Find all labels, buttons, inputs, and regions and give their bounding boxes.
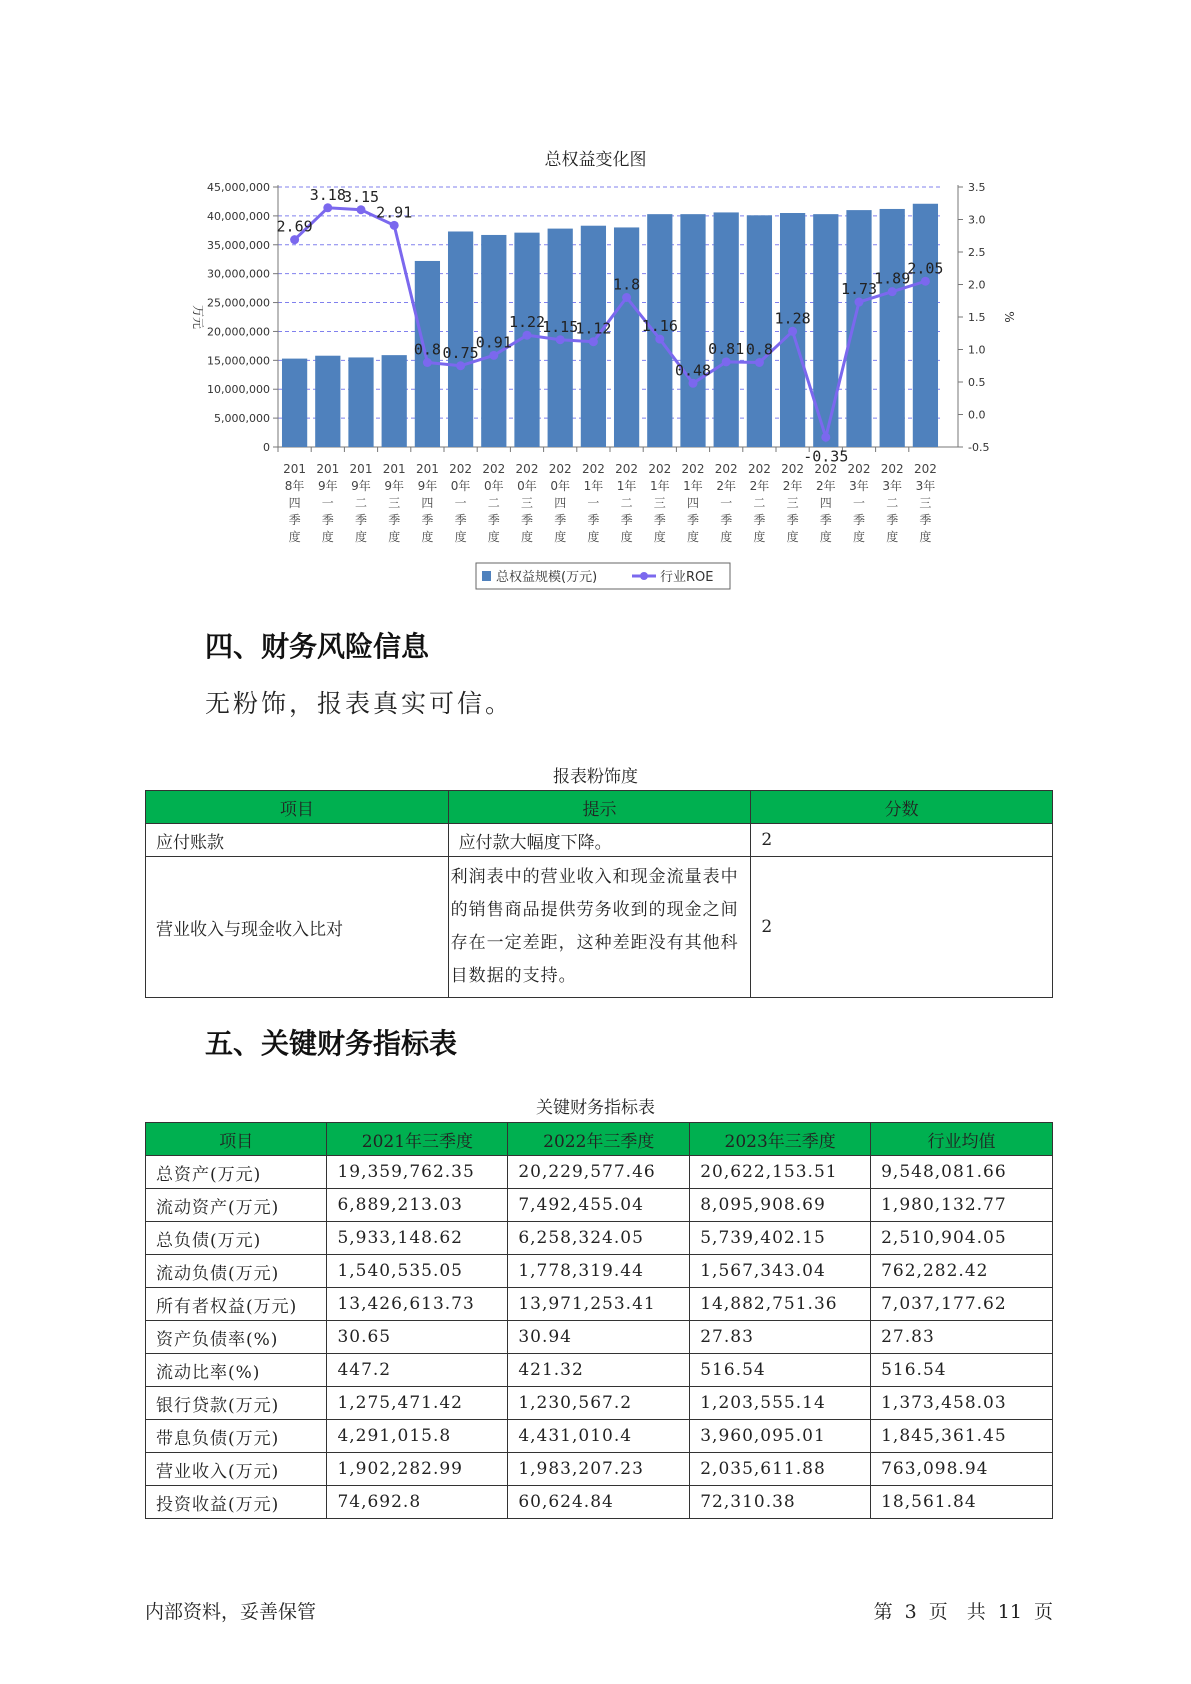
bar-equity xyxy=(614,227,639,447)
industry-avg-cell: 2,510,904.05 xyxy=(871,1222,1053,1255)
industry-avg-cell: 1,845,361.45 xyxy=(871,1420,1053,1453)
x-tick-label: 201 xyxy=(382,462,406,476)
metric-name-cell: 流动资产(万元) xyxy=(146,1189,327,1222)
x-tick-label: 202 xyxy=(548,462,572,476)
roe-data-label: 0.75 xyxy=(442,343,479,362)
risk-score-cell: 2 xyxy=(751,857,1053,998)
x-tick-label: 一 xyxy=(587,496,600,510)
footer-confidential: 内部资料，妥善保管 xyxy=(145,1601,317,1623)
x-tick-label: 三 xyxy=(388,496,401,510)
roe-point xyxy=(523,331,532,340)
value-2021-cell: 1,540,535.05 xyxy=(327,1255,508,1288)
roe-data-label: 2.05 xyxy=(907,259,944,278)
x-tick-label: 度 xyxy=(919,530,932,544)
industry-avg-cell: 9,548,081.66 xyxy=(871,1156,1053,1189)
bar-equity xyxy=(846,210,871,447)
industry-avg-cell: 1,373,458.03 xyxy=(871,1387,1053,1420)
x-tick-label: 度 xyxy=(819,530,832,544)
legend-swatch-bar xyxy=(482,571,491,581)
x-tick-label: 202 xyxy=(515,462,539,476)
y-right-tick-label: 1.0 xyxy=(968,343,986,357)
x-tick-label: 季 xyxy=(720,513,733,527)
roe-data-label: 2.69 xyxy=(276,217,313,236)
industry-avg-cell: 27.83 xyxy=(871,1321,1053,1354)
bar-equity xyxy=(880,209,905,447)
industry-avg-cell: 7,037,177.62 xyxy=(871,1288,1053,1321)
table-row xyxy=(146,1354,1053,1387)
value-2022-cell: 60,624.84 xyxy=(508,1486,690,1519)
value-2022-cell: 30.94 xyxy=(508,1321,690,1354)
roe-data-label: 1.16 xyxy=(641,317,678,336)
risk-table-caption: 报表粉饰度 xyxy=(553,767,638,787)
x-tick-label: 四 xyxy=(421,496,434,510)
roe-data-label: 2.91 xyxy=(376,203,413,222)
roe-data-label: 3.15 xyxy=(342,187,380,206)
x-tick-label: 度 xyxy=(753,530,766,544)
risk-header-item: 项目 xyxy=(146,791,449,824)
key-metrics-table xyxy=(145,1122,1053,1519)
x-tick-label: 0年 xyxy=(450,479,471,493)
x-tick-label: 季 xyxy=(886,513,899,527)
bar-equity xyxy=(282,359,307,447)
x-tick-label: 0年 xyxy=(483,479,504,493)
x-tick-label: 202 xyxy=(714,462,738,476)
table-row xyxy=(146,1255,1053,1288)
x-tick-label: 1年 xyxy=(583,479,604,493)
roe-data-label: 1.12 xyxy=(575,319,612,338)
risk-hint-cell: 应付款大幅度下降。 xyxy=(448,824,751,857)
value-2022-cell: 1,983,207.23 xyxy=(508,1453,690,1486)
chart-title: 总权益变化图 xyxy=(544,150,647,170)
table-row xyxy=(146,1321,1053,1354)
roe-point xyxy=(489,351,498,360)
x-tick-label: 1年 xyxy=(683,479,703,493)
value-2023-cell: 8,095,908.69 xyxy=(690,1189,871,1222)
risk-table-row xyxy=(146,857,1053,998)
value-2023-cell: 3,960,095.01 xyxy=(690,1420,871,1453)
x-tick-label: 季 xyxy=(753,513,766,527)
roe-data-label: 0.91 xyxy=(475,333,512,352)
x-tick-label: 202 xyxy=(482,462,506,476)
roe-point xyxy=(821,433,830,442)
legend-label-equity: 总权益规模(万元) xyxy=(496,570,598,585)
key-table-caption: 关键财务指标表 xyxy=(536,1098,655,1118)
value-2021-cell: 447.2 xyxy=(327,1354,508,1387)
roe-point xyxy=(722,357,731,366)
x-tick-label: 三 xyxy=(520,496,534,510)
x-tick-label: 季 xyxy=(454,513,467,527)
roe-data-label: 1.28 xyxy=(774,309,811,328)
footer-page-number: 第 3 页 共 11 页 xyxy=(873,1601,1053,1623)
roe-point xyxy=(921,277,930,286)
roe-point xyxy=(655,335,664,344)
roe-data-label: 0.8 xyxy=(413,340,441,359)
roe-data-label: 1.73 xyxy=(840,280,878,299)
legend-swatch-point xyxy=(640,572,648,580)
x-tick-label: 2年 xyxy=(716,479,737,493)
y-left-tick-label: 15,000,000 xyxy=(207,354,270,368)
x-tick-label: 8年 xyxy=(284,479,305,493)
risk-header-score: 分数 xyxy=(751,791,1053,824)
section-heading-key-metrics: 五、关键财务指标表 xyxy=(205,1027,458,1060)
x-tick-label: 度 xyxy=(487,530,500,544)
y-left-tick-label: 10,000,000 xyxy=(207,383,270,397)
metric-name-cell: 总资产(万元) xyxy=(146,1156,327,1189)
x-tick-label: 季 xyxy=(520,513,534,527)
y-right-tick-label: 2.0 xyxy=(968,278,986,292)
x-tick-label: 季 xyxy=(354,513,368,527)
x-tick-label: 度 xyxy=(620,530,633,544)
x-tick-label: 三 xyxy=(786,496,799,510)
roe-point xyxy=(622,293,631,302)
x-tick-label: 202 xyxy=(449,462,473,476)
value-2021-cell: 30.65 xyxy=(327,1321,508,1354)
risk-table xyxy=(145,790,1053,998)
metric-name-cell: 带息负债(万元) xyxy=(146,1420,327,1453)
x-tick-label: 季 xyxy=(653,513,666,527)
section-heading-risk: 四、财务风险信息 xyxy=(205,630,430,663)
y-left-tick-label: 35,000,000 xyxy=(207,238,270,252)
roe-data-label: -0.35 xyxy=(803,447,849,466)
x-tick-label: 度 xyxy=(454,530,467,544)
x-tick-label: 二 xyxy=(487,496,500,510)
value-2022-cell: 421.32 xyxy=(508,1354,690,1387)
x-tick-label: 季 xyxy=(852,513,866,527)
x-tick-label: 3年 xyxy=(882,479,903,493)
y-right-tick-label: 1.5 xyxy=(968,311,986,324)
roe-data-label: 0.48 xyxy=(674,361,712,380)
x-tick-label: 202 xyxy=(681,462,705,476)
x-tick-label: 度 xyxy=(886,530,899,544)
roe-data-label: 0.81 xyxy=(708,339,745,358)
x-tick-label: 二 xyxy=(354,496,368,510)
roe-point xyxy=(755,358,764,367)
value-2022-cell: 13,971,253.41 xyxy=(508,1288,690,1321)
risk-table-header-row xyxy=(146,791,1053,824)
x-tick-label: 度 xyxy=(520,530,534,544)
x-tick-label: 3年 xyxy=(849,479,869,493)
x-tick-label: 季 xyxy=(288,513,301,527)
x-tick-label: 度 xyxy=(554,530,567,544)
value-2023-cell: 14,882,751.36 xyxy=(690,1288,871,1321)
value-2023-cell: 5,739,402.15 xyxy=(690,1222,871,1255)
x-tick-label: 三 xyxy=(919,496,932,510)
x-tick-label: 202 xyxy=(581,462,605,476)
roe-point xyxy=(456,361,465,370)
table-row xyxy=(146,1222,1053,1255)
bar-equity xyxy=(382,355,407,447)
value-2023-cell: 1,567,343.04 xyxy=(690,1255,871,1288)
x-tick-label: 季 xyxy=(919,513,932,527)
x-tick-label: 季 xyxy=(487,513,500,527)
x-tick-label: 度 xyxy=(587,530,600,544)
x-tick-label: 一 xyxy=(852,496,866,510)
x-tick-label: 9年 xyxy=(351,479,371,493)
metric-name-cell: 银行贷款(万元) xyxy=(146,1387,327,1420)
x-tick-label: 季 xyxy=(321,513,334,527)
metric-name-cell: 总负债(万元) xyxy=(146,1222,327,1255)
table-row xyxy=(146,1420,1053,1453)
value-2023-cell: 1,203,555.14 xyxy=(690,1387,871,1420)
industry-avg-cell: 18,561.84 xyxy=(871,1486,1053,1519)
x-tick-label: 四 xyxy=(819,496,832,510)
x-tick-label: 1年 xyxy=(649,479,670,493)
y-right-tick-label: 3.5 xyxy=(968,181,986,194)
risk-table-row xyxy=(146,824,1053,857)
x-tick-label: 9年 xyxy=(384,479,405,493)
plot-area xyxy=(278,185,942,447)
value-2021-cell: 5,933,148.62 xyxy=(327,1222,508,1255)
risk-header-hint: 提示 xyxy=(448,791,751,824)
roe-point xyxy=(323,203,332,212)
x-tick-label: 四 xyxy=(288,496,301,510)
y-left-tick-label: 20,000,000 xyxy=(207,325,270,339)
value-2023-cell: 516.54 xyxy=(690,1354,871,1387)
value-2022-cell: 1,778,319.44 xyxy=(508,1255,690,1288)
roe-data-label: 1.22 xyxy=(508,313,546,332)
x-tick-label: 2年 xyxy=(815,479,836,493)
x-tick-label: 四 xyxy=(686,496,700,510)
roe-data-label: 1.8 xyxy=(613,275,641,294)
x-tick-label: 度 xyxy=(421,530,434,544)
risk-item-cell: 应付账款 xyxy=(146,824,449,857)
x-tick-label: 一 xyxy=(720,496,733,510)
x-tick-label: 202 xyxy=(615,462,639,476)
x-tick-label: 季 xyxy=(421,513,434,527)
value-2021-cell: 1,902,282.99 xyxy=(327,1453,508,1486)
x-tick-label: 202 xyxy=(781,462,805,476)
x-tick-label: 201 xyxy=(349,462,373,476)
x-tick-label: 201 xyxy=(415,462,439,476)
metric-name-cell: 资产负债率(%) xyxy=(146,1321,327,1354)
value-2021-cell: 4,291,015.8 xyxy=(327,1420,508,1453)
value-2023-cell: 20,622,153.51 xyxy=(690,1156,871,1189)
x-tick-label: 二 xyxy=(753,496,766,510)
x-tick-label: 度 xyxy=(388,530,401,544)
value-2022-cell: 6,258,324.05 xyxy=(508,1222,690,1255)
value-2023-cell: 72,310.38 xyxy=(690,1486,871,1519)
x-tick-label: 度 xyxy=(288,530,301,544)
metric-name-cell: 所有者权益(万元) xyxy=(146,1288,327,1321)
key-header-industry-avg: 行业均值 xyxy=(871,1123,1053,1156)
x-tick-label: 季 xyxy=(554,513,567,527)
x-tick-label: 2年 xyxy=(782,479,803,493)
x-tick-label: 202 xyxy=(814,462,838,476)
value-2022-cell: 1,230,567.2 xyxy=(508,1387,690,1420)
roe-point xyxy=(357,205,366,214)
y-left-tick-label: 25,000,000 xyxy=(207,296,270,310)
risk-item-cell: 营业收入与现金收入比对 xyxy=(146,857,449,998)
value-2022-cell: 7,492,455.04 xyxy=(508,1189,690,1222)
x-tick-label: 9年 xyxy=(317,479,338,493)
x-tick-label: 二 xyxy=(886,496,899,510)
value-2021-cell: 74,692.8 xyxy=(327,1486,508,1519)
x-tick-label: 202 xyxy=(847,462,871,476)
roe-point xyxy=(589,337,598,346)
table-row xyxy=(146,1288,1053,1321)
table-row xyxy=(146,1387,1053,1420)
value-2021-cell: 6,889,213.03 xyxy=(327,1189,508,1222)
value-2022-cell: 4,431,010.4 xyxy=(508,1420,690,1453)
y-left-tick-label: 0 xyxy=(263,441,270,454)
roe-data-label: 1.15 xyxy=(542,317,579,336)
industry-avg-cell: 1,980,132.77 xyxy=(871,1189,1053,1222)
table-row xyxy=(146,1486,1053,1519)
x-tick-label: 202 xyxy=(747,462,771,476)
risk-hint-cell: 利润表中的营业收入和现金流量表中的销售商品提供劳务收到的现金之间存在一定差距，这种差距没有其他科目数据的支持。 xyxy=(448,857,751,998)
roe-point xyxy=(888,287,897,296)
roe-point xyxy=(423,358,432,367)
metric-name-cell: 营业收入(万元) xyxy=(146,1453,327,1486)
industry-avg-cell: 763,098.94 xyxy=(871,1453,1053,1486)
x-tick-label: 三 xyxy=(653,496,666,510)
roe-point xyxy=(855,298,864,307)
value-2021-cell: 1,275,471.42 xyxy=(327,1387,508,1420)
x-tick-label: 二 xyxy=(620,496,633,510)
bar-equity xyxy=(348,357,373,447)
y-right-tick-label: -0.5 xyxy=(968,441,990,454)
bar-equity xyxy=(913,204,938,447)
x-tick-label: 一 xyxy=(454,496,467,510)
bar-equity xyxy=(448,231,473,447)
key-header-2023: 2023年三季度 xyxy=(690,1123,871,1156)
key-table-header-row xyxy=(146,1123,1053,1156)
value-2021-cell: 13,426,613.73 xyxy=(327,1288,508,1321)
x-tick-label: 季 xyxy=(587,513,600,527)
roe-data-label: 3.18 xyxy=(309,185,346,204)
y-left-tick-label: 5,000,000 xyxy=(214,412,270,426)
y-right-tick-label: 2.5 xyxy=(968,246,986,259)
bar-equity xyxy=(315,356,340,447)
x-tick-label: 9年 xyxy=(417,479,438,493)
value-2023-cell: 2,035,611.88 xyxy=(690,1453,871,1486)
metric-name-cell: 流动比率(%) xyxy=(146,1354,327,1387)
x-tick-label: 202 xyxy=(880,462,904,476)
x-tick-label: 1年 xyxy=(616,479,637,493)
x-tick-label: 度 xyxy=(786,530,799,544)
x-tick-label: 0年 xyxy=(517,479,537,493)
x-tick-label: 季 xyxy=(620,513,633,527)
x-tick-label: 度 xyxy=(686,530,700,544)
y-left-tick-label: 45,000,000 xyxy=(207,181,270,194)
table-row xyxy=(146,1156,1053,1189)
x-tick-label: 度 xyxy=(720,530,733,544)
value-2023-cell: 27.83 xyxy=(690,1321,871,1354)
y-right-tick-label: 3.0 xyxy=(968,213,986,227)
x-tick-label: 201 xyxy=(316,462,340,476)
x-tick-label: 3年 xyxy=(915,479,936,493)
x-tick-label: 2年 xyxy=(749,479,770,493)
legend-label-roe: 行业ROE xyxy=(660,570,714,585)
x-tick-label: 季 xyxy=(786,513,799,527)
y-right-tick-label: 0.5 xyxy=(968,376,986,389)
x-tick-label: 度 xyxy=(354,530,368,544)
y-left-tick-label: 30,000,000 xyxy=(207,267,270,281)
industry-avg-cell: 762,282.42 xyxy=(871,1255,1053,1288)
value-2021-cell: 19,359,762.35 xyxy=(327,1156,508,1189)
x-tick-label: 四 xyxy=(554,496,567,510)
x-tick-label: 201 xyxy=(283,462,307,476)
y-left-tick-label: 40,000,000 xyxy=(207,209,270,223)
x-tick-label: 季 xyxy=(819,513,832,527)
key-header-2021: 2021年三季度 xyxy=(327,1123,508,1156)
metric-name-cell: 流动负债(万元) xyxy=(146,1255,327,1288)
table-row xyxy=(146,1189,1053,1222)
metric-name-cell: 投资收益(万元) xyxy=(146,1486,327,1519)
y-right-tick-label: 0.0 xyxy=(968,408,986,422)
bar-equity xyxy=(680,214,705,447)
bar-equity xyxy=(714,212,739,447)
roe-data-label: 1.89 xyxy=(874,269,911,288)
key-header-item: 项目 xyxy=(146,1123,327,1156)
table-row xyxy=(146,1453,1053,1486)
industry-avg-cell: 516.54 xyxy=(871,1354,1053,1387)
key-header-2022: 2022年三季度 xyxy=(508,1123,690,1156)
y-left-axis-title: 万元 xyxy=(191,304,205,330)
x-tick-label: 度 xyxy=(653,530,666,544)
roe-point xyxy=(290,235,299,244)
x-tick-label: 季 xyxy=(686,513,700,527)
risk-summary-text: 无粉饰，报表真实可信。 xyxy=(205,689,514,718)
x-tick-label: 度 xyxy=(852,530,866,544)
roe-point xyxy=(689,379,698,388)
x-tick-label: 202 xyxy=(913,462,937,476)
value-2022-cell: 20,229,577.46 xyxy=(508,1156,690,1189)
risk-score-cell: 2 xyxy=(751,824,1053,857)
x-tick-label: 度 xyxy=(321,530,334,544)
roe-data-label: 0.8 xyxy=(745,340,773,359)
roe-point xyxy=(390,221,399,230)
roe-point xyxy=(556,335,565,344)
x-tick-label: 一 xyxy=(321,496,334,510)
roe-point xyxy=(788,327,797,336)
x-tick-label: 季 xyxy=(388,513,401,527)
x-tick-label: 0年 xyxy=(550,479,571,493)
bar-equity xyxy=(747,215,772,447)
x-tick-label: 202 xyxy=(648,462,672,476)
y-right-axis-title: % xyxy=(1002,311,1016,323)
equity-chart xyxy=(0,0,1191,600)
